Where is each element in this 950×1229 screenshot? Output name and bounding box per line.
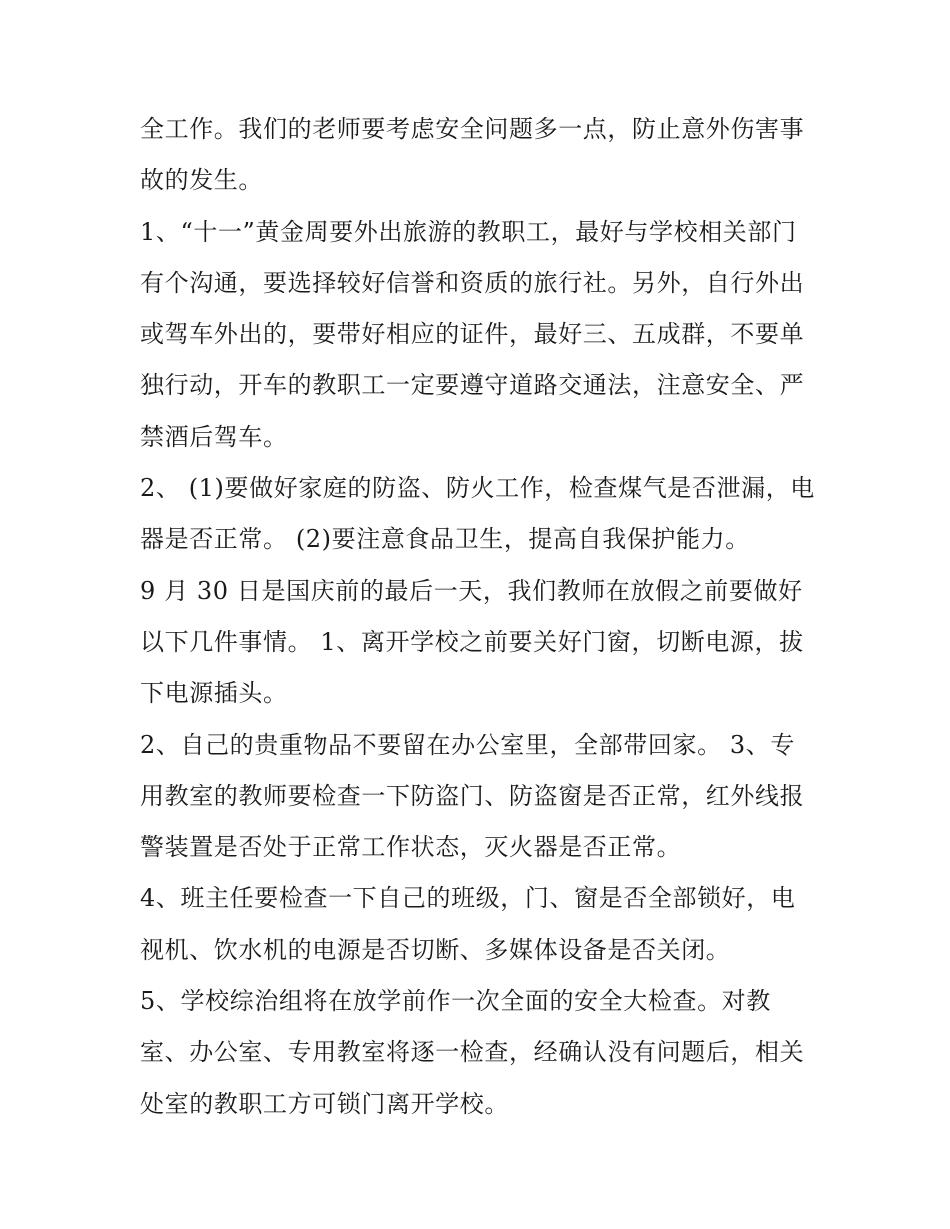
text-line: 4、班主任要检查一下自己的班级，门、窗是否全部锁好，电 <box>140 884 796 913</box>
text-line: 下电源插头。 <box>140 679 288 708</box>
text-line: 2、 (1)要做好家庭的防盗、防火工作，检查煤气是否泄漏，电 <box>140 474 815 503</box>
text-line: 器是否正常。 (2)要注意食品卫生，提高自我保护能力。 <box>140 525 750 554</box>
text-line: 或驾车外出的，要带好相应的证件，最好三、五成群，不要单 <box>140 320 805 349</box>
text-line: 处室的教职工方可锁门离开学校。 <box>140 1089 509 1118</box>
text-line: 2、自己的贵重物品不要留在办公室里，全部带回家。 3、专 <box>140 730 795 759</box>
text-line: 室、办公室、专用教室将逐一检查，经确认没有问题后，相关 <box>140 1038 805 1067</box>
text-line: 视机、饮水机的电源是否切断、多媒体设备是否关闭。 <box>140 935 731 964</box>
text-line: 有个沟通，要选择较好信誉和资质的旅行社。另外，自行外出 <box>140 268 805 297</box>
text-line: 警装置是否处于正常工作状态，灭火器是否正常。 <box>140 833 682 862</box>
text-line: 9 月 30 日是国庆前的最后一天，我们教师在放假之前要做好 <box>140 576 803 605</box>
text-line: 全工作。我们的老师要考虑安全问题多一点，防止意外伤害事 <box>140 115 805 143</box>
document-body <box>140 104 815 1130</box>
text-line: 1、“十一”黄金周要外出旅游的教职工，最好与学校相关部门 <box>140 217 797 246</box>
text-line: 5、学校综治组将在放学前作一次全面的安全大检查。对教 <box>140 987 771 1016</box>
text-line: 用教室的教师要检查一下防盗门、防盗窗是否正常，红外线报 <box>140 781 805 810</box>
text-line: 禁酒后驾车。 <box>140 422 288 451</box>
text-line: 以下几件事情。 1、离开学校之前要关好门窗，切断电源，拔 <box>140 627 804 656</box>
text-line: 独行动，开车的教职工一定要遵守道路交通法，注意安全、严 <box>140 371 805 400</box>
text-line: 故的发生。 <box>140 166 263 195</box>
